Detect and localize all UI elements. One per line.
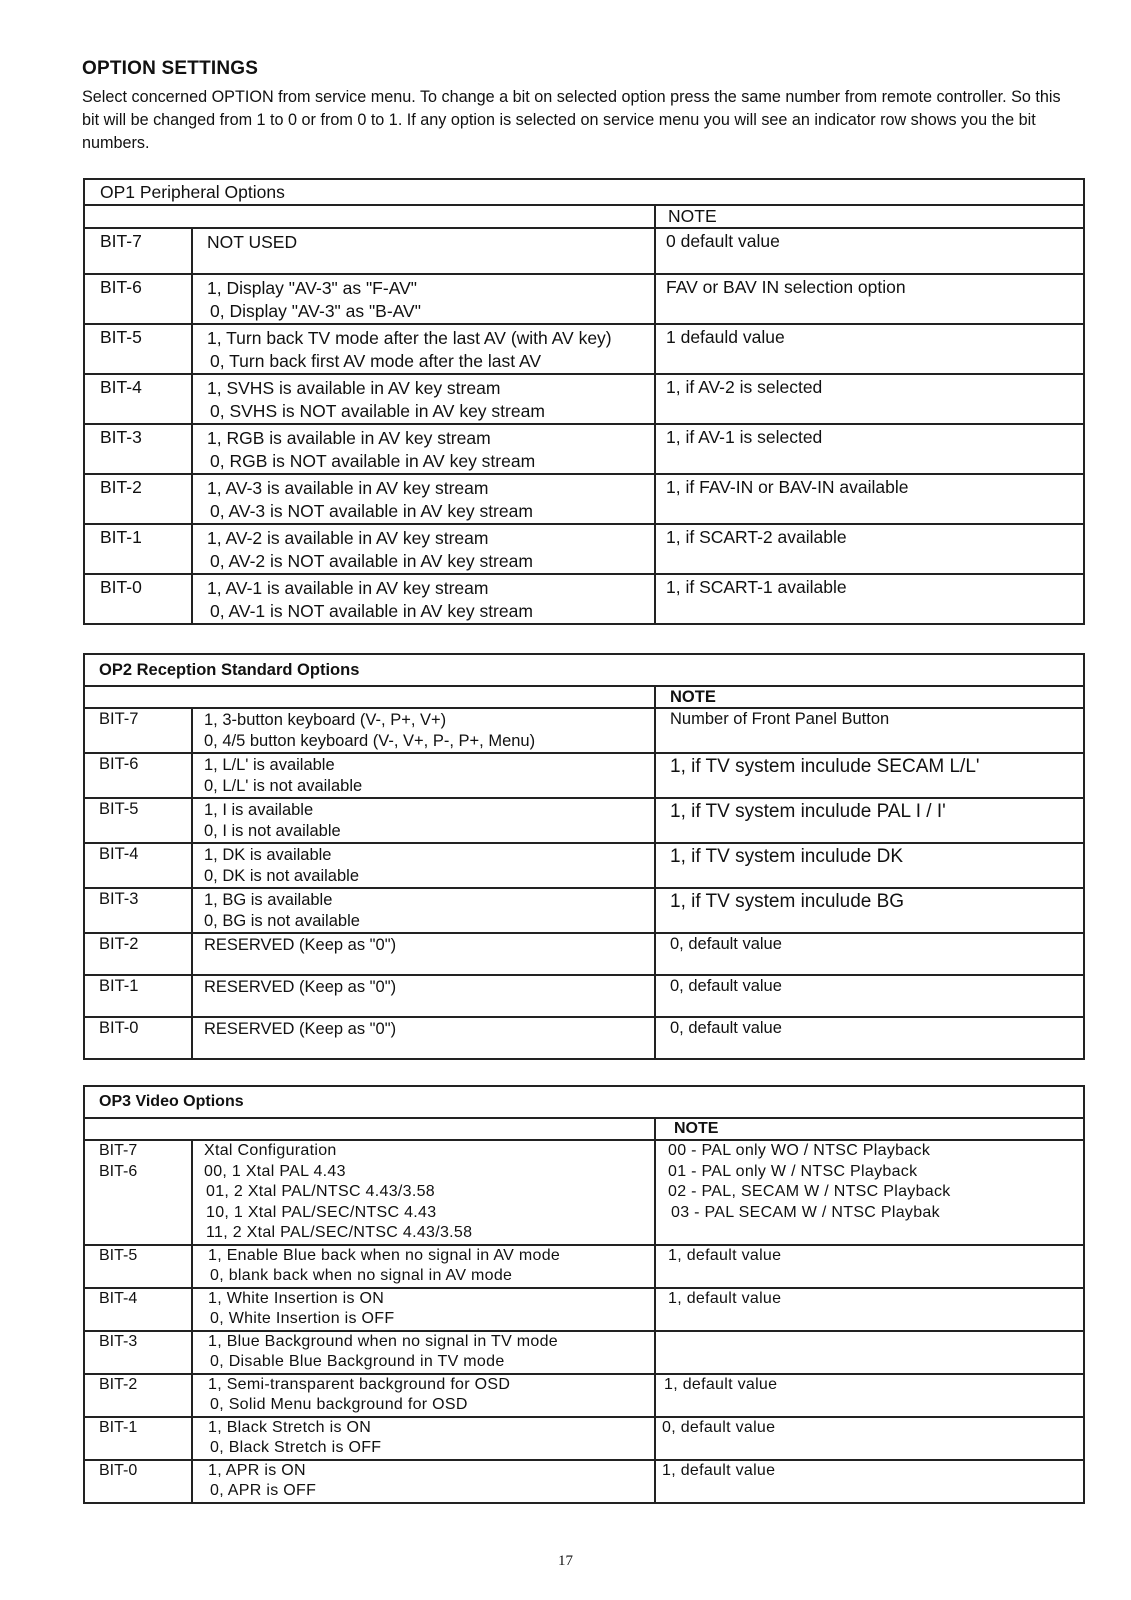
op3-note: 1, default value — [655, 1245, 1084, 1288]
op1-note: 1, if SCART-2 available — [655, 524, 1084, 574]
op3-bit: BIT-4 — [84, 1288, 192, 1331]
op3-note: 0, default value — [655, 1417, 1084, 1460]
op2-note: 0, default value — [655, 1017, 1084, 1059]
op1-note-header: NOTE — [655, 205, 1084, 228]
op2-description: 1, L/L' is available 0, L/L' is not available — [192, 753, 655, 798]
op3-description: 1, Semi-transparent background for OSD 0, Solid Menu background for OSD — [192, 1374, 655, 1417]
op2-bit: BIT-0 — [84, 1017, 192, 1059]
op1-header-blank — [84, 205, 655, 228]
op2-note: 1, if TV system inculude BG — [655, 888, 1084, 933]
op3-note: 1, default value — [655, 1374, 1084, 1417]
op2-description: 1, DK is available 0, DK is not available — [192, 843, 655, 888]
op1-bit: BIT-5 — [84, 324, 192, 374]
op1-description: 1, AV-3 is available in AV key stream 0, AV-3 is NOT available in AV key stream — [192, 474, 655, 524]
op3-bit: BIT-3 — [84, 1331, 192, 1374]
op2-description: RESERVED (Keep as "0") — [192, 933, 655, 975]
op2-header-blank — [84, 686, 655, 708]
op1-description: 1, RGB is available in AV key stream 0, RGB is NOT available in AV key stream — [192, 424, 655, 474]
op1-note: 0 default value — [655, 228, 1084, 274]
op3-description: 1, APR is ON 0, APR is OFF — [192, 1460, 655, 1503]
op1-description: NOT USED — [192, 228, 655, 274]
op3-header-blank — [84, 1118, 655, 1140]
op2-description: RESERVED (Keep as "0") — [192, 975, 655, 1017]
op1-note: 1 defauld value — [655, 324, 1084, 374]
op2-note: 1, if TV system inculude SECAM L/L' — [655, 753, 1084, 798]
op3-description: 1, Blue Background when no signal in TV mode 0, Disable Blue Background in TV mode — [192, 1331, 655, 1374]
op3-description: 1, White Insertion is ON 0, White Insertion is OFF — [192, 1288, 655, 1331]
op2-bit: BIT-1 — [84, 975, 192, 1017]
op3-video-options-table — [83, 1085, 1085, 1504]
op2-bit: BIT-2 — [84, 933, 192, 975]
op2-description: 1, 3-button keyboard (V-, P+, V+) 0, 4/5 button keyboard (V-, V+, P-, P+, Menu) — [192, 708, 655, 753]
op1-note: 1, if AV-1 is selected — [655, 424, 1084, 474]
op2-reception-standard-options-table — [83, 653, 1085, 1060]
op3-bit: BIT-1 — [84, 1417, 192, 1460]
op2-note: 1, if TV system inculude PAL I / I' — [655, 798, 1084, 843]
op2-note-header: NOTE — [655, 686, 1084, 708]
op3-title: OP3 Video Options — [84, 1086, 1084, 1118]
op3-xtal-notes: 00 - PAL only WO / NTSC Playback 01 - PAL only W / NTSC Playback 02 - PAL, SECAM W / NTSC Playback 03 - PAL SECAM W / NTSC Playbak — [655, 1140, 1084, 1245]
op3-xtal-configuration: Xtal Configuration 00, 1 Xtal PAL 4.43 01, 2 Xtal PAL/NTSC 4.43/3.58 10, 1 Xtal PAL/SEC/NTSC 4.43 11, 2 Xtal PAL/SEC/NTSC 4.43/3.58 — [192, 1140, 655, 1245]
page-number: 17 — [558, 1553, 573, 1569]
op1-bit: BIT-1 — [84, 524, 192, 574]
op3-bit: BIT-0 — [84, 1460, 192, 1503]
op1-bit: BIT-7 — [84, 228, 192, 274]
op2-bit: BIT-6 — [84, 753, 192, 798]
intro-paragraph: Select concerned OPTION from service menu. To change a bit on selected option press the same number from remote controller. So this bit will be changed from 1 to 0 or from 0 to 1. If any option is selected on service menu you will see an indicator row shows you the bit numbers. — [82, 88, 1061, 152]
op2-note: Number of Front Panel Button — [655, 708, 1084, 753]
page-title: OPTION SETTINGS — [82, 58, 259, 79]
op2-bit: BIT-3 — [84, 888, 192, 933]
op3-note: 1, default value — [655, 1460, 1084, 1503]
op3-description: 1, Enable Blue back when no signal in AV mode 0, blank back when no signal in AV mode — [192, 1245, 655, 1288]
op2-note: 0, default value — [655, 933, 1084, 975]
op1-description: 1, Turn back TV mode after the last AV (with AV key) 0, Turn back first AV mode after the last AV — [192, 324, 655, 374]
op1-bit: BIT-4 — [84, 374, 192, 424]
op1-description: 1, Display "AV-3" as "F-AV" 0, Display "AV-3" as "B-AV" — [192, 274, 655, 324]
op3-description: 1, Black Stretch is ON 0, Black Stretch is OFF — [192, 1417, 655, 1460]
op1-description: 1, SVHS is available in AV key stream 0, SVHS is NOT available in AV key stream — [192, 374, 655, 424]
op1-bit: BIT-0 — [84, 574, 192, 624]
op2-note: 0, default value — [655, 975, 1084, 1017]
op2-bit: BIT-4 — [84, 843, 192, 888]
op1-description: 1, AV-1 is available in AV key stream 0, AV-1 is NOT available in AV key stream — [192, 574, 655, 624]
op1-note: 1, if AV-2 is selected — [655, 374, 1084, 424]
op3-note — [655, 1331, 1084, 1374]
op2-bit: BIT-7 — [84, 708, 192, 753]
op2-title: OP2 Reception Standard Options — [84, 654, 1084, 686]
op1-bit: BIT-6 — [84, 274, 192, 324]
op2-description: RESERVED (Keep as "0") — [192, 1017, 655, 1059]
op1-note: 1, if SCART-1 available — [655, 574, 1084, 624]
op1-note: 1, if FAV-IN or BAV-IN available — [655, 474, 1084, 524]
op1-peripheral-options-table — [83, 178, 1085, 625]
op2-description: 1, I is available 0, I is not available — [192, 798, 655, 843]
op2-bit: BIT-5 — [84, 798, 192, 843]
op1-description: 1, AV-2 is available in AV key stream 0, AV-2 is NOT available in AV key stream — [192, 524, 655, 574]
op3-xtal-bits: BIT-7 BIT-6 — [84, 1140, 192, 1245]
op3-note: 1, default value — [655, 1288, 1084, 1331]
op1-title: OP1 Peripheral Options — [84, 179, 1084, 205]
op2-description: 1, BG is available 0, BG is not available — [192, 888, 655, 933]
op2-note: 1, if TV system inculude DK — [655, 843, 1084, 888]
op3-bit: BIT-2 — [84, 1374, 192, 1417]
op1-note: FAV or BAV IN selection option — [655, 274, 1084, 324]
op3-note-header: NOTE — [655, 1118, 1084, 1140]
op1-bit: BIT-2 — [84, 474, 192, 524]
op3-bit: BIT-5 — [84, 1245, 192, 1288]
op1-bit: BIT-3 — [84, 424, 192, 474]
